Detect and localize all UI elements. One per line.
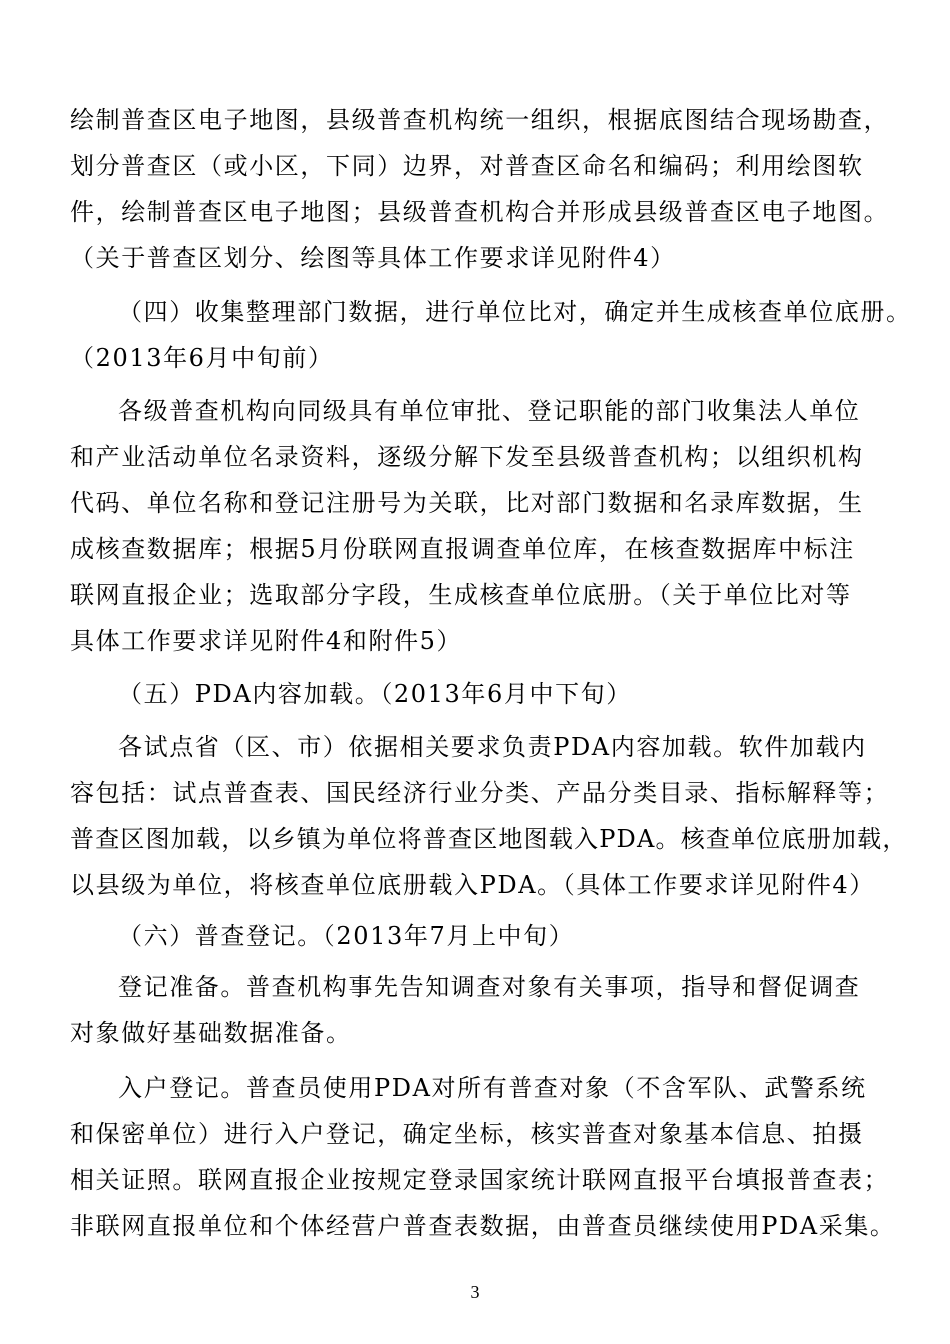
paragraph-line: 以县级为单位，将核查单位底册载入PDA。（具体工作要求详见附件4） xyxy=(70,871,875,899)
paragraph-line: 各试点省（区、市）依据相关要求负责PDA内容加载。软件加载内 xyxy=(118,733,867,761)
paragraph-line: 非联网直报单位和个体经营户普查表数据，由普查员继续使用PDA采集。 xyxy=(70,1212,896,1240)
paragraph-line: 普查区图加载，以乡镇为单位将普查区地图载入PDA。核查单位底册加载， xyxy=(70,825,908,853)
section-heading-line: （六）普查登记。（2013年7月上中旬） xyxy=(118,922,575,950)
paragraph-line: 联网直报企业；选取部分字段，生成核查单位底册。（关于单位比对等 xyxy=(70,581,852,609)
paragraph-line: 代码、单位名称和登记注册号为关联，比对部门数据和名录库数据，生 xyxy=(70,489,864,517)
paragraph-line: 容包括：试点普查表、国民经济行业分类、产品分类目录、指标解释等； xyxy=(70,779,890,807)
paragraph-line: 入户登记。普查员使用PDA对所有普查对象（不含军队、武警系统 xyxy=(118,1074,867,1102)
paragraph-line: 登记准备。普查机构事先告知调查对象有关事项，指导和督促调查 xyxy=(118,973,861,1001)
paragraph-line: 和保密单位）进行入户登记，确定坐标，核实普查对象基本信息、拍摄 xyxy=(70,1120,864,1148)
section-heading-line: （2013年6月中旬前） xyxy=(70,344,334,372)
page-number: 3 xyxy=(470,1282,480,1302)
paragraph-line: 划分普查区（或小区，下同）边界，对普查区命名和编码；利用绘图软 xyxy=(70,152,864,180)
paragraph-line: 具体工作要求详见附件4和附件5） xyxy=(70,627,463,655)
paragraph-line: 和产业活动单位名录资料，逐级分解下发至县级普查机构；以组织机构 xyxy=(70,443,864,471)
paragraph-line: 件，绘制普查区电子地图；县级普查机构合并形成县级普查区电子地图。 xyxy=(70,198,890,226)
section-heading-line: （五）PDA内容加载。（2013年6月中下旬） xyxy=(118,680,632,708)
paragraph-line: 对象做好基础数据准备。 xyxy=(70,1019,352,1047)
paragraph-line: 绘制普查区电子地图，县级普查机构统一组织，根据底图结合现场勘查， xyxy=(70,106,890,134)
section-heading-line: （四）收集整理部门数据，进行单位比对，确定并生成核查单位底册。 xyxy=(118,298,912,326)
paragraph-line: 成核查数据库；根据5月份联网直报调查单位库，在核查数据库中标注 xyxy=(70,535,855,563)
paragraph-line: 各级普查机构向同级具有单位审批、登记职能的部门收集法人单位 xyxy=(118,397,861,425)
paragraph-line: 相关证照。联网直报企业按规定登录国家统计联网直报平台填报普查表； xyxy=(70,1166,890,1194)
paragraph-line: （关于普查区划分、绘图等具体工作要求详见附件4） xyxy=(70,244,676,272)
